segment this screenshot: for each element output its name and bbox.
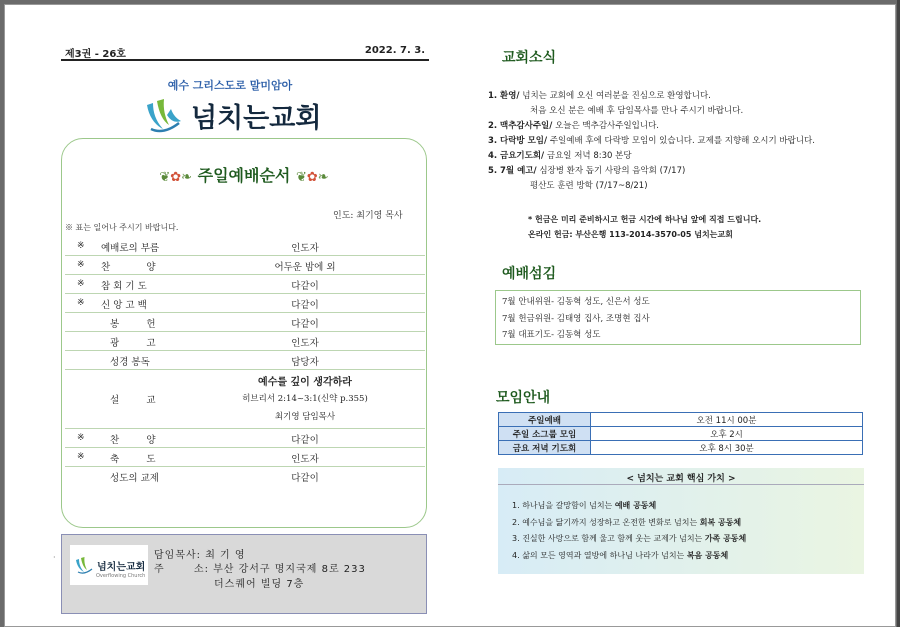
news-item-label: 맥추감사주일/ — [500, 121, 553, 131]
core-values-title: < 넘치는 교회 핵심 가치 > — [626, 474, 736, 484]
worship-order-title: 주일예배순서 — [197, 166, 291, 185]
order-row — [65, 237, 425, 256]
order-row — [65, 467, 425, 486]
news-item-label: 7월 예고/ — [500, 166, 537, 176]
offering-notice — [528, 212, 761, 242]
church-logo — [143, 95, 321, 135]
issue-date: 2022. 7. 3. — [364, 45, 425, 56]
news-item-continued — [488, 104, 888, 119]
meeting-name: 금요 저녁 기도회 — [499, 441, 591, 455]
sermon-row — [65, 370, 425, 429]
meeting-time: 오후 2시 — [591, 427, 863, 441]
footer-logo — [70, 545, 148, 585]
table-row — [499, 427, 863, 441]
news-item — [488, 149, 888, 164]
core-value-item — [512, 498, 746, 515]
order-item-leader: 담당자 — [291, 357, 319, 368]
server-line: 7월 헌금위원- 김태영 집사, 조명현 집사 — [502, 314, 650, 324]
left-ornament-icon: ❦✿❧ — [159, 170, 193, 185]
church-info-box — [61, 534, 427, 614]
news-item — [488, 89, 888, 104]
online-offering-account: 온라인 헌금: 부산은행 113-2014-3570-05 넘치는교회 — [528, 230, 733, 239]
order-item-leader: 다같이 — [291, 281, 319, 292]
order-row — [65, 275, 425, 294]
news-item-text: 주일예배 후에 다락방 모임이 있습니다. 교제를 지향해 오시기 바랍니다. — [547, 136, 815, 146]
stand-mark: ※ — [77, 433, 85, 443]
order-item-leader: 다같이 — [291, 319, 319, 330]
news-heading — [502, 47, 556, 67]
core-value-number: 3. — [512, 534, 520, 543]
order-item-name: 봉 헌 — [101, 319, 156, 330]
worship-leader: 인도: 최기영 목사 — [333, 211, 403, 221]
standing-note: ※ 표는 일어나 주시기 바랍니다. — [65, 223, 179, 232]
news-item-number: 5. — [488, 166, 498, 176]
order-row — [65, 429, 425, 448]
news-item-label: 금요기도회/ — [500, 151, 545, 161]
core-value-text: 하나님을 갈망함이 넘치는 — [522, 501, 615, 510]
order-row — [65, 332, 425, 351]
order-row — [65, 351, 425, 370]
news-item-label: 다락방 모임/ — [500, 136, 548, 146]
issue-number: 제3권 - 26호 — [65, 49, 126, 60]
core-value-item — [512, 515, 746, 532]
order-item-name: 축 도 — [101, 454, 156, 465]
server-line: 7월 안내위원- 김동혁 성도, 신은서 성도 — [502, 297, 650, 307]
server-line: 7월 대표기도- 김동혁 성도 — [502, 330, 601, 340]
right-ornament-icon: ❦✿❧ — [295, 170, 329, 185]
news-item-number: 2. — [488, 121, 498, 131]
church-address-line2: 더스퀘어 빌딩 7층 — [214, 579, 305, 590]
order-item-leader: 인도자 — [291, 243, 319, 254]
order-item-name: 성도의 교제 — [101, 473, 159, 484]
order-item-name: 찬 양 — [101, 435, 156, 446]
order-item-leader: 다같이 — [291, 473, 319, 484]
footer-church-name: 넘치는교회 — [97, 561, 146, 573]
news-item-text: 넘치는 교회에 오신 여러분을 진심으로 환영합니다. — [519, 91, 711, 101]
stand-mark: ※ — [77, 298, 85, 308]
core-value-number: 2. — [512, 517, 520, 527]
servers-heading — [502, 263, 556, 283]
church-address: 주 소: 부산 강서구 명지국제 8로 233 — [154, 564, 366, 575]
order-item-leader: 다같이 — [291, 435, 319, 446]
table-row — [499, 413, 863, 427]
stand-mark: ※ — [77, 241, 85, 251]
church-motto: 예수 그리스도로 말미암아 — [167, 79, 293, 92]
news-item-number: 4. — [488, 151, 498, 161]
stand-mark: ※ — [77, 260, 85, 270]
offering-instruction: * 헌금은 미리 준비하시고 헌금 시간에 하나님 앞에 직접 드립니다. — [528, 215, 762, 224]
core-value-emphasis: 예배 공동체 — [614, 501, 657, 510]
meetings-table — [498, 412, 863, 455]
table-row — [499, 441, 863, 455]
order-item-name: 찬 양 — [101, 262, 156, 273]
order-item-name: 예배로의 부름 — [101, 243, 160, 254]
core-value-item — [512, 531, 746, 548]
stand-mark: ※ — [77, 452, 85, 462]
news-item-label: 환영/ — [500, 91, 520, 101]
bulletin-page — [4, 4, 896, 627]
pastor-name: 담임목사: 최 기 영 — [154, 550, 246, 561]
footer-logo-tagline: Overflowing Church — [96, 573, 146, 579]
order-item-name: 설 교 — [101, 395, 156, 406]
core-value-emphasis: 회복 공동체 — [699, 517, 742, 527]
order-item-name: 신 앙 고 백 — [101, 300, 147, 311]
news-item — [488, 134, 888, 149]
news-item-text: 평산도 훈련 방학 (7/17~8/21) — [530, 181, 648, 191]
order-row — [65, 448, 425, 467]
sermon-title: 예수를 깊이 생각하라 — [258, 377, 352, 388]
order-item-name: 광 고 — [101, 338, 156, 349]
order-row — [65, 313, 425, 332]
worship-order-title-block — [61, 163, 427, 186]
header-divider — [61, 59, 429, 61]
order-item-leader: 인도자 — [291, 338, 319, 349]
core-value-text: 예수님을 닮기까지 성장하고 온전한 변화로 넘치는 — [522, 517, 700, 527]
news-item — [488, 119, 888, 134]
order-item-leader: 다같이 — [291, 300, 319, 311]
news-item-text: 심장병 환자 돕기 사랑의 음악회 (7/17) — [536, 166, 686, 176]
news-item-number: 1. — [488, 91, 498, 101]
meeting-time: 오전 11시 00분 — [591, 413, 863, 427]
core-value-emphasis: 복음 공동체 — [686, 550, 729, 560]
order-row — [65, 256, 425, 275]
sermon-preacher: 최기영 담임목사 — [274, 412, 336, 422]
order-row — [65, 294, 425, 313]
church-logo-icon — [74, 555, 94, 575]
meetings-heading-text: 모임안내 — [496, 390, 551, 406]
servers-heading-text: 예배섬김 — [502, 266, 557, 282]
order-item-leader: 어두운 밤에 외 — [274, 262, 336, 273]
church-logo-icon — [143, 95, 183, 135]
news-item — [488, 164, 888, 179]
core-value-number: 4. — [512, 550, 520, 560]
order-item-name: 참 회 기 도 — [101, 281, 147, 292]
church-name: 넘치는교회 — [191, 102, 322, 134]
core-value-item — [512, 548, 746, 565]
meeting-name: 주일예배 — [499, 413, 591, 427]
meeting-name: 주일 소그룹 모임 — [499, 427, 591, 441]
servers-box — [495, 290, 861, 345]
news-item-text: 금요일 저녁 8:30 본당 — [544, 151, 632, 161]
meeting-time: 오후 8시 30분 — [591, 441, 863, 455]
core-values-box — [498, 468, 864, 574]
issue-header — [65, 45, 425, 60]
core-value-text: 진실한 사랑으로 함께 울고 함께 웃는 교제가 넘치는 — [522, 534, 705, 543]
worship-order-list — [65, 237, 425, 486]
order-item-name: 성경 봉독 — [101, 357, 150, 368]
sermon-scripture: 히브리서 2:14~3:1(신약 p.355) — [242, 394, 368, 404]
order-item-leader: 인도자 — [291, 454, 319, 465]
news-item-text: 오늘은 맥추감사주일입니다. — [552, 121, 660, 131]
church-news-list — [488, 89, 888, 194]
news-item-text: 처음 오신 분은 예배 후 담임목사를 만나 주시기 바랍니다. — [530, 106, 744, 116]
core-values-divider — [498, 484, 864, 485]
core-value-emphasis: 가족 공동체 — [704, 534, 747, 543]
stray-mark: · — [53, 553, 56, 562]
core-value-text: 삶의 모든 영역과 열방에 하나님 나라가 넘치는 — [522, 550, 687, 560]
meetings-heading — [496, 387, 550, 407]
news-heading-text: 교회소식 — [502, 50, 557, 66]
core-values-list — [512, 498, 746, 564]
stand-mark: ※ — [77, 279, 85, 289]
core-value-number: 1. — [512, 501, 520, 510]
news-item-number: 3. — [488, 136, 498, 146]
news-item-continued — [488, 179, 888, 194]
